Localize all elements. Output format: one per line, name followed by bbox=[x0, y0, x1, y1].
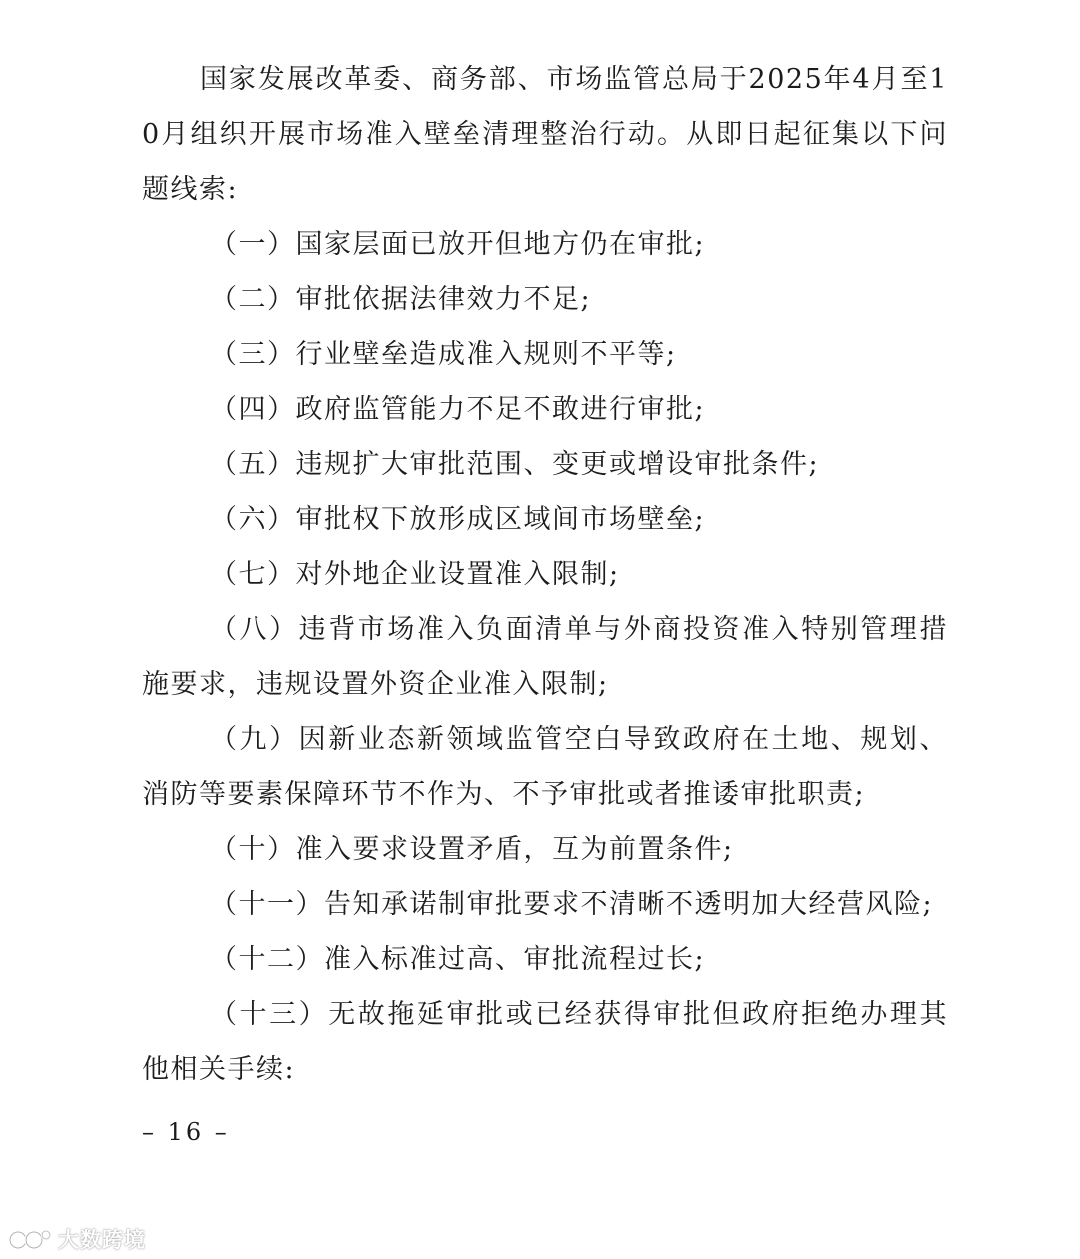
list-item: （一）国家层面已放开但地方仍在审批; bbox=[210, 229, 706, 260]
intro-paragraph: 国家发展改革委、商务部、市场监管总局于2025年4月至10月组织开展市场准入壁垒清理整治行动。从即日起征集以下问题线索: bbox=[142, 64, 948, 205]
watermark-text: 大数跨境 bbox=[58, 1228, 146, 1252]
dashu-logo-icon bbox=[8, 1225, 52, 1253]
list-item: （三）行业壁垒造成准入规则不平等; bbox=[210, 339, 677, 370]
list-item: （七）对外地企业设置准入限制; bbox=[210, 559, 620, 590]
list-item: （十二）准入标准过高、审批流程过长; bbox=[210, 944, 706, 975]
list-item: （十一）告知承诺制审批要求不清晰不透明加大经营风险; bbox=[210, 889, 934, 920]
list-item: （八）违背市场准入负面清单与外商投资准入特别管理措施要求，违规设置外资企业准入限制; bbox=[142, 614, 948, 700]
list-item: （四）政府监管能力不足不敢进行审批; bbox=[210, 394, 706, 425]
list-item: （十）准入要求设置矛盾，互为前置条件; bbox=[210, 834, 734, 865]
list-item: （五）违规扩大审批范围、变更或增设审批条件; bbox=[210, 449, 820, 480]
list-item: （九）因新业态新领域监管空白导致政府在土地、规划、消防等要素保障环节不作为、不予审批或者推诿审批职责; bbox=[142, 724, 948, 810]
watermark bbox=[8, 1222, 146, 1256]
list-item: （六）审批权下放形成区域间市场壁垒; bbox=[210, 504, 706, 535]
list-item: （二）审批依据法律效力不足; bbox=[210, 284, 592, 315]
list-item: （十三）无故拖延审批或已经获得审批但政府拒绝办理其他相关手续: bbox=[142, 999, 948, 1085]
document-body bbox=[142, 52, 948, 1097]
page-number: – 16 – bbox=[142, 1118, 230, 1146]
